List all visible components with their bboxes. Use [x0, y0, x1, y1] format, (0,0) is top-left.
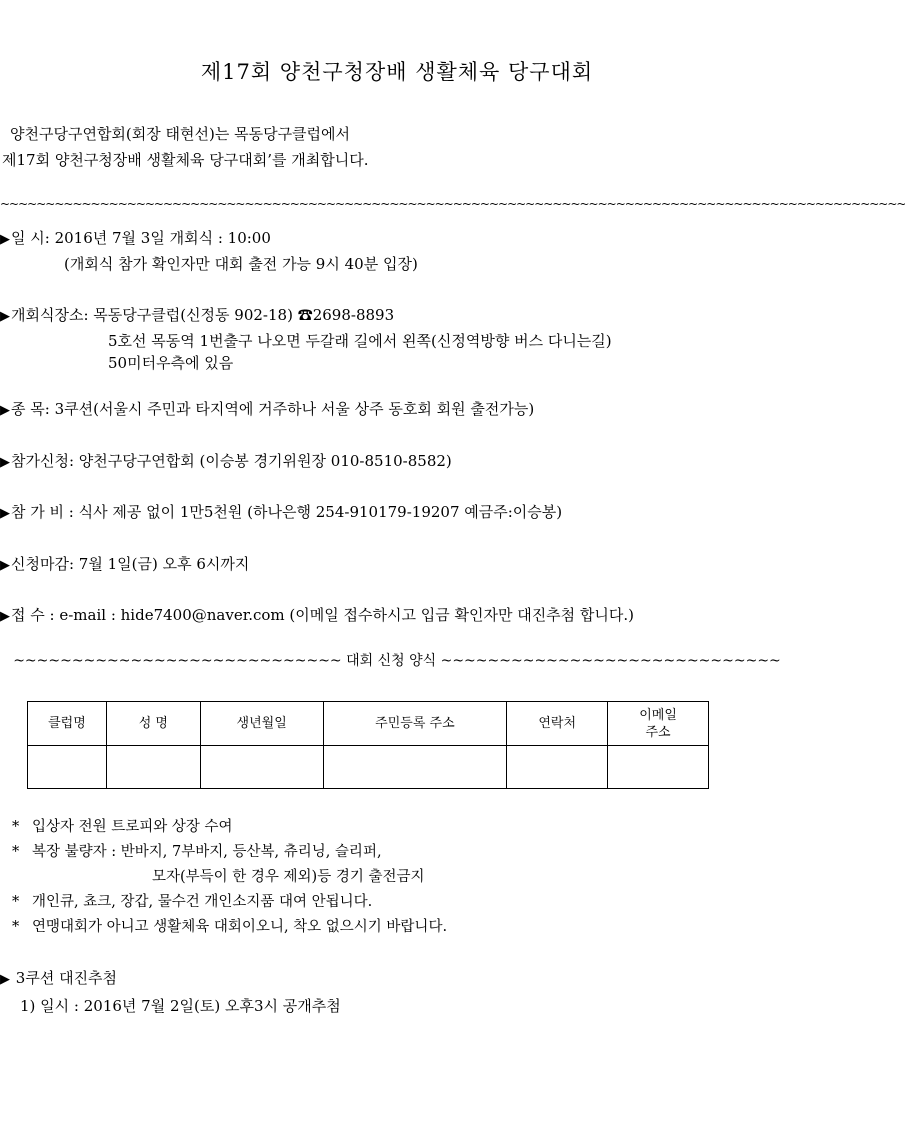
form-entry-row [28, 746, 709, 789]
birthdate-cell[interactable] [200, 746, 323, 789]
fee-value: : 식사 제공 없이 1만5천원 (하나은행 254-910179-19207 예금주:이승봉) [64, 503, 563, 521]
note-1: * 입상자 전원 트로피와 상장 수여 [12, 819, 233, 835]
col-contact: 연락처 [507, 702, 608, 746]
application-form-table [27, 701, 709, 789]
event-label: 종 목 [11, 400, 45, 418]
submission-row [0, 604, 634, 625]
fee-row [0, 501, 562, 522]
triangle-bullet-icon: ▶ [0, 455, 10, 470]
document-title: 제17회 양천구청장배 생활체육 당구대회 [200, 60, 594, 84]
venue-row [0, 304, 394, 325]
triangle-bullet-icon: ▶ [0, 558, 10, 573]
registration-value: : 양천구당구연합회 (이승봉 경기위원장 010-8510-8582) [68, 452, 452, 470]
col-club: 클럽명 [28, 702, 107, 746]
draw-item-1: 1) 일시 : 2016년 7월 2일(토) 오후3시 공개추첨 [20, 997, 341, 1015]
contact-cell[interactable] [507, 746, 608, 789]
triangle-bullet-icon: ▶ [0, 609, 10, 624]
asterisk-bullet-icon: * [12, 819, 20, 835]
email-cell[interactable] [608, 746, 709, 789]
separator-line: ~~~~~~~~~~~~~~~~~~~~~~~~~~~~~~~~~~~~~~~~~~~~~~~~~~~~~~~~~~~~~~~~~~~~~~~~~~~~~~~~~~~~~~~~~~~~~~~~~~~~ [0, 197, 905, 211]
col-birthdate: 생년월일 [200, 702, 323, 746]
draw-heading: ▶ 3쿠션 대진추첨 [0, 969, 118, 987]
triangle-bullet-icon: ▶ [0, 506, 10, 521]
deadline-value: : 7월 1일(금) 오후 6시까지 [68, 555, 250, 573]
intro-line-1: 양천구당구연합회(회장 태현선)는 목동당구클럽에서 [10, 125, 351, 143]
asterisk-bullet-icon: * [12, 919, 20, 935]
submission-value: : e-mail : hide7400@naver.com (이메일 접수하시고 입금 확인자만 대진추첨 합니다.) [44, 606, 635, 624]
event-row [0, 398, 534, 419]
col-email: 이메일 주소 [608, 702, 709, 746]
intro-line-2: 제17회 양천구청장배 생활체육 당구대회’를 개최합니다. [2, 151, 369, 169]
date-note: (개회식 참가 확인자만 대회 출전 가능 9시 40분 입장) [64, 255, 418, 273]
col-address: 주민등록 주소 [323, 702, 507, 746]
venue-directions-2: 50미터우측에 있음 [108, 354, 234, 372]
fee-label: 참 가 비 [11, 503, 65, 521]
col-name: 성 명 [106, 702, 200, 746]
triangle-bullet-icon: ▶ [0, 232, 10, 247]
note-3: * 개인큐, 쵸크, 장갑, 물수건 개인소지품 대여 안됩니다. [12, 894, 373, 910]
registration-row [0, 450, 452, 471]
venue-label: 개회식장소 [11, 306, 84, 324]
triangle-bullet-icon: ▶ [0, 403, 10, 418]
venue-directions-1: 5호선 목동역 1번출구 나오면 두갈래 길에서 왼쪽(신정역방향 버스 다니는길) [108, 332, 612, 350]
date-row [0, 227, 271, 248]
name-cell[interactable] [106, 746, 200, 789]
form-heading: ~~~~~~~~~~~~~~~~~~~~~~~~~~~~ 대회 신청 양식 ~~~~~~~~~~~~~~~~~~~~~~~~~~~~~ [13, 653, 781, 669]
registration-label: 참가신청 [11, 452, 69, 470]
asterisk-bullet-icon: * [12, 844, 20, 860]
note-2-continued: 모자(부득이 한 경우 제외)등 경기 출전금지 [152, 869, 425, 885]
date-value: : 2016년 7월 3일 개회식 : 10:00 [44, 229, 271, 247]
deadline-row [0, 553, 249, 574]
date-label: 일 시 [11, 229, 45, 247]
note-2: * 복장 불량자 : 반바지, 7부바지, 등산복, 츄리닝, 슬리퍼, [12, 844, 382, 860]
triangle-bullet-icon: ▶ [0, 972, 10, 987]
asterisk-bullet-icon: * [12, 894, 20, 910]
address-cell[interactable] [323, 746, 507, 789]
form-header-row [28, 702, 709, 746]
event-value: : 3쿠션(서울시 주민과 타지역에 거주하나 서울 상주 동호회 회원 출전가능) [44, 400, 535, 418]
deadline-label: 신청마감 [11, 555, 69, 573]
venue-value: : 목동당구클럽(신정동 902-18) ☎2698-8893 [83, 306, 395, 324]
submission-label: 접 수 [11, 606, 45, 624]
note-4: * 연맹대회가 아니고 생활체육 대회이오니, 착오 없으시기 바랍니다. [12, 919, 448, 935]
club-cell[interactable] [28, 746, 107, 789]
triangle-bullet-icon: ▶ [0, 309, 10, 324]
